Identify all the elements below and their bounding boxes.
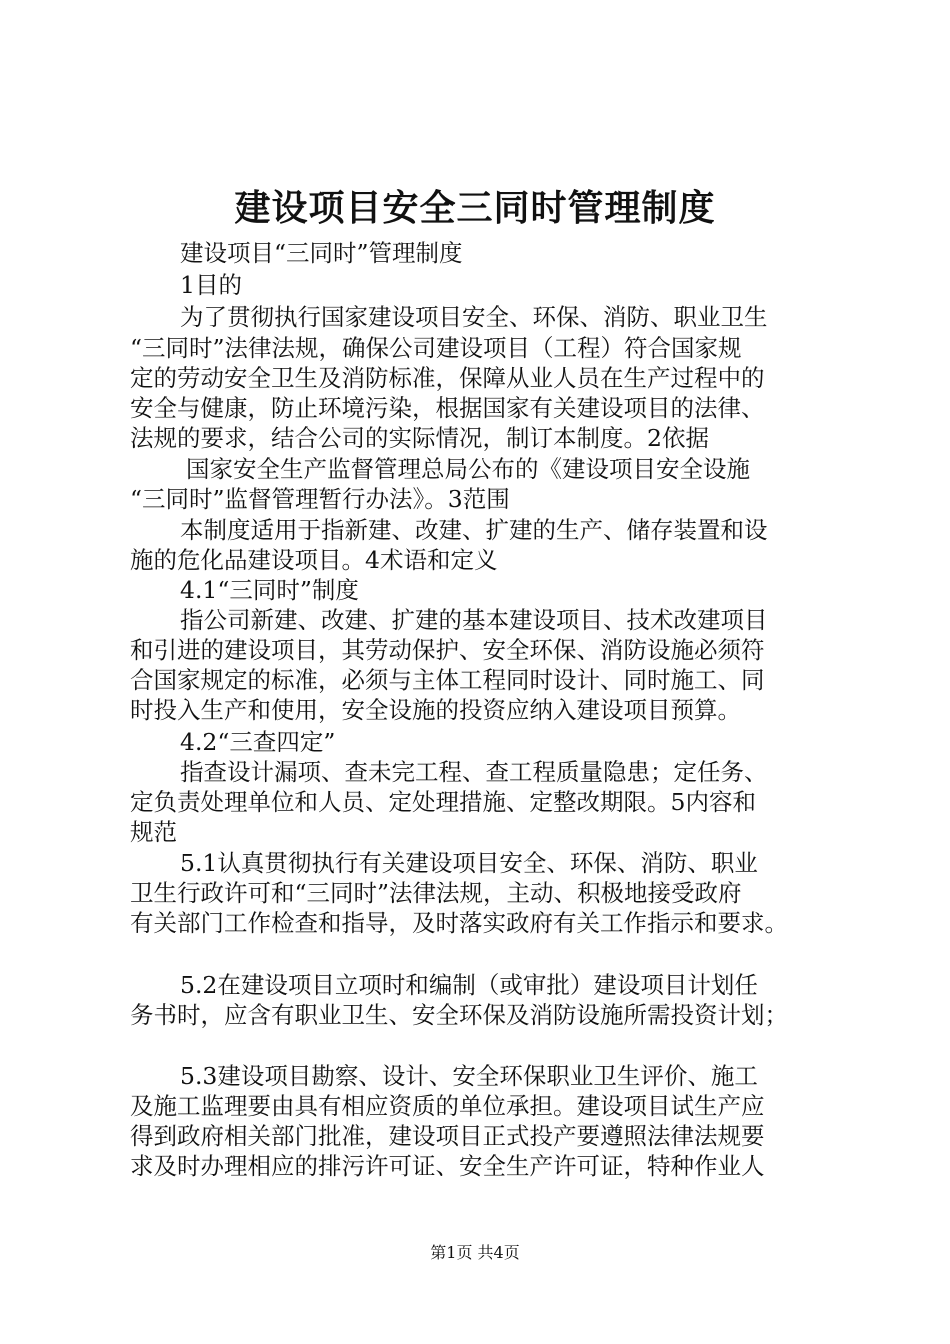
text-line: 施的危化品建设项目。4术语和定义 [130, 546, 498, 574]
page-title: 建设项目安全三同时管理制度 [234, 187, 716, 229]
text-line: 指查设计漏项、查未完工程、查工程质量隐患；定任务、 [180, 758, 768, 786]
text-line: 5.3建设项目勘察、设计、安全环保职业卫生评价、施工 [180, 1062, 758, 1090]
text-line: 5.2在建设项目立项时和编制（或审批）建设项目计划任 [180, 971, 758, 999]
text-line: “三同时”监督管理暂行办法》。3范围 [130, 485, 510, 513]
text-line: 1目的 [180, 271, 242, 299]
text-line: 和引进的建设项目，其劳动保护、安全环保、消防设施必须符 [130, 636, 765, 664]
text-line: 卫生行政许可和“三同时”法律法规，主动、积极地接受政府 [130, 879, 742, 907]
text-line: 4.1“三同时”制度 [180, 576, 359, 604]
text-line: 4.2“三查四定” [180, 728, 336, 756]
text-line: 为了贯彻执行国家建设项目安全、环保、消防、职业卫生 [180, 303, 768, 331]
text-line: 安全与健康，防止环境污染，根据国家有关建设项目的法律、 [130, 394, 765, 422]
text-line: 5.1认真贯彻执行有关建设项目安全、环保、消防、职业 [180, 849, 758, 877]
text-line: 规范 [130, 818, 177, 846]
text-line: 时投入生产和使用，安全设施的投资应纳入建设项目预算。 [130, 696, 741, 724]
text-line: 得到政府相关部门批准，建设项目正式投产要遵照法律法规要 [130, 1122, 765, 1150]
text-line: 有关部门工作检查和指导，及时落实政府有关工作指示和要求。 [130, 909, 788, 937]
text-line: 求及时办理相应的排污许可证、安全生产许可证，特种作业人 [130, 1152, 765, 1180]
text-line: 务书时，应含有职业卫生、安全环保及消防设施所需投资计划； [130, 1001, 788, 1029]
text-line: 法规的要求，结合公司的实际情况，制订本制度。2依据 [130, 424, 709, 452]
text-line: “三同时”法律法规，确保公司建设项目（工程）符合国家规 [130, 334, 742, 362]
text-line: 本制度适用于指新建、改建、扩建的生产、储存装置和设 [180, 516, 768, 544]
text-line: 指公司新建、改建、扩建的基本建设项目、技术改建项目 [180, 606, 768, 634]
text-line: 国家安全生产监督管理总局公布的《建设项目安全设施 [186, 455, 750, 483]
text-line: 定的劳动安全卫生及消防标准，保障从业人员在生产过程中的 [130, 364, 765, 392]
page-footer: 第1页 共4页 [430, 1243, 520, 1262]
text-line: 合国家规定的标准，必须与主体工程同时设计、同时施工、同 [130, 666, 765, 694]
text-line: 及施工监理要由具有相应资质的单位承担。建设项目试生产应 [130, 1092, 765, 1120]
text-line: 定负责处理单位和人员、定处理措施、定整改期限。5内容和 [130, 788, 756, 816]
text-line: 建设项目“三同时”管理制度 [180, 239, 463, 267]
